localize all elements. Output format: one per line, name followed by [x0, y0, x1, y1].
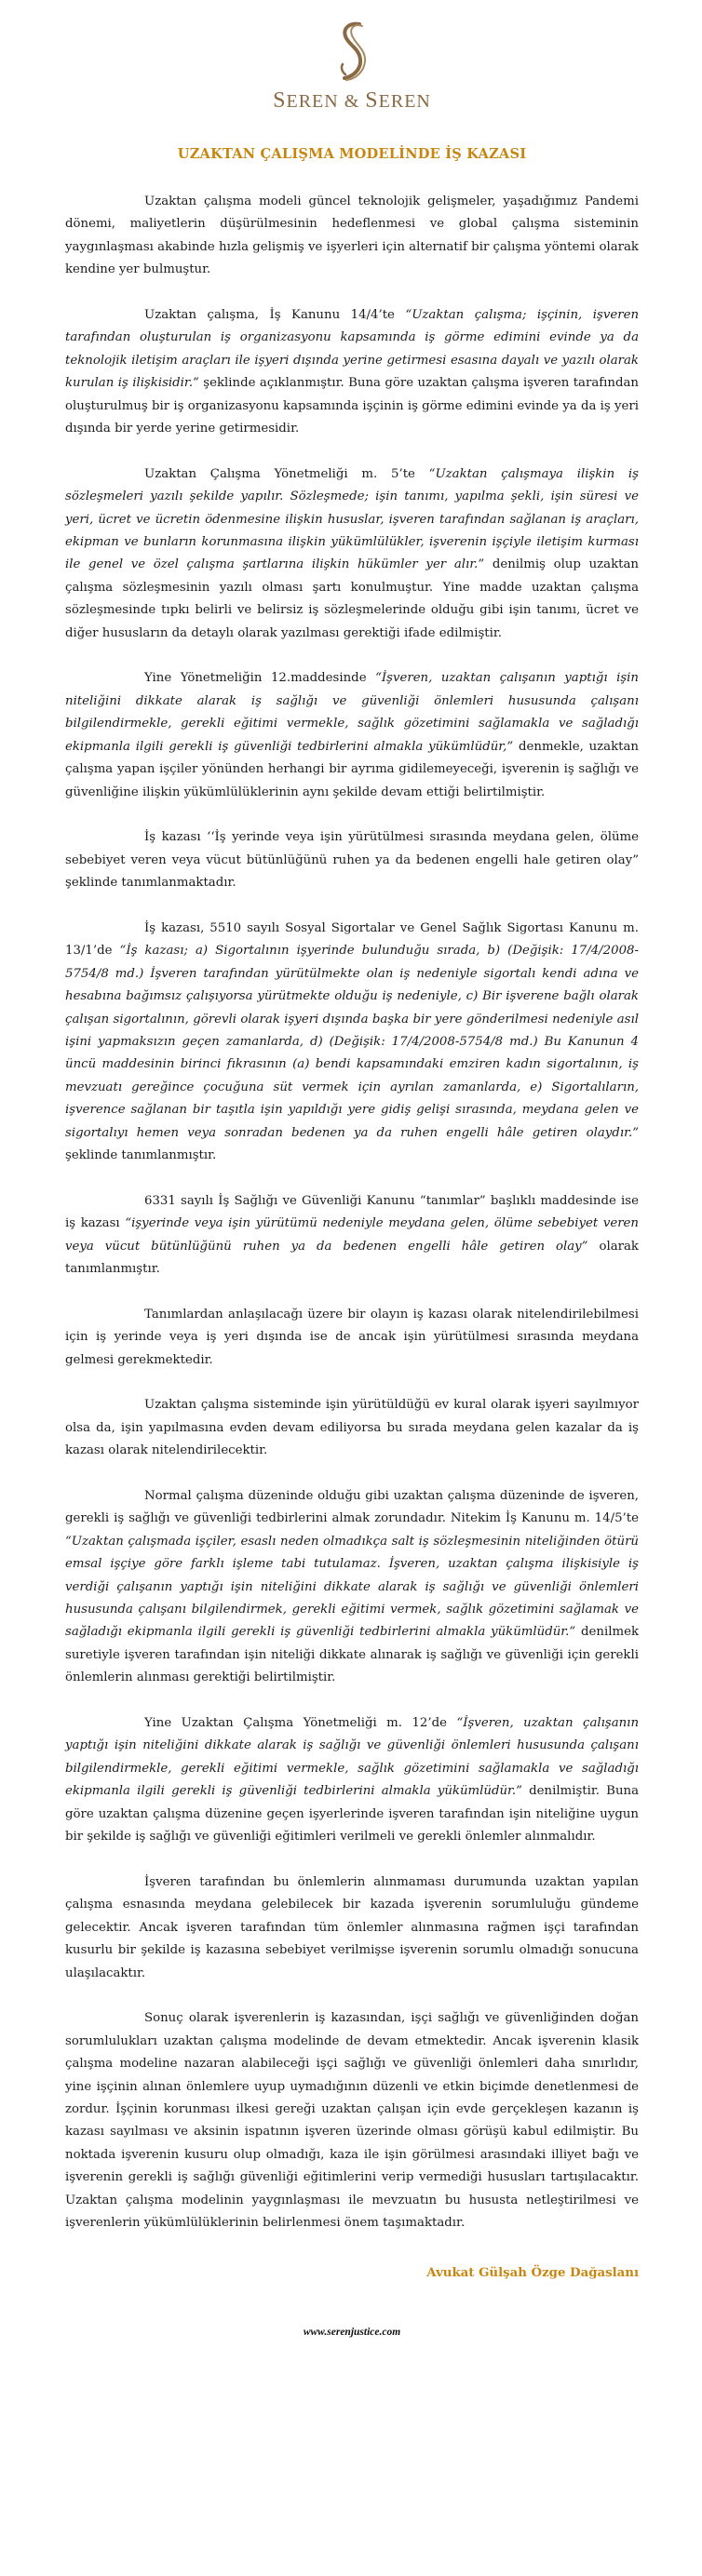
- website-link[interactable]: www.serenjustice.com: [303, 2327, 401, 2339]
- paragraph-text: Yine Yönetmeliğin 12.maddesinde: [144, 671, 376, 686]
- quoted-legal-text: “İş kazası; a) Sigortalının işyerinde bulunduğu sırada, b) (Değişik: 17/4/2008-5754/8 md.) İşveren tarafından yürütülmekte olan iş nedeniyle sigortalı kendi adına ve hesabına bağımsız çalışıyorsa yürütmekte olduğu iş nedeniyle, c) Bir işverene bağlı olarak çalışan sigortalının, görevli olarak işyeri dışında başka bir yere gönderilmesi nedeniyle asıl işini yapmaksızın geçen zamanlarda, d) (Değişik: 17/4/2008-5754/8 md.) Bu Kanunun 4 üncü maddesinin birinci fıkrasının (a) bendi kapsamındaki emziren kadın sigortalının, iş mevzuatı gereğince çocuğuna süt vermek için ayrılan zamanlarda, e) Sigortalıların, işverence sağlanan bir taşıtla işin yapıldığı yere gidiş gelişi sırasında, meydana gelen ve sigortalıyı hemen veya sonradan bedenen ya da ruhen engelli hâle getiren olaydır.”: [65, 944, 639, 1140]
- paragraph-text: Uzaktan çalışma, İş Kanunu 14/4’te: [144, 308, 406, 323]
- article-paragraph: [65, 191, 639, 282]
- article-paragraph: [65, 918, 639, 1167]
- quoted-legal-text: “Uzaktan çalışmada işçiler, esaslı neden olmadıkça salt iş sözleşmesinin niteliğinden ötürü emsal işçiye göre farklı işleme tabi tutulamaz. İşveren, uzaktan çalışma ilişkisiyle iş verdiği çalışanın yaptığı işin niteliğini dikkate alarak iş sağlığı ve güvenliği önlemleri hususunda çalışanı bilgilendirmek, gerekli eğitimi vermek, sağlık gözetimini sağlamak ve sağladığı ekipmanla ilgili gerekli iş güvenliği tedbirlerini almakla yükümlüdür.”: [65, 1534, 639, 1640]
- paragraph-text: İş kazası ‘‘İş yerinde veya işin yürütülmesi sırasında meydana gelen, ölüme sebebiyet veren veya vücut bütünlüğünü ruhen ya da bedenen engelli hale getiren olay” şeklinde tanımlanmaktadır.: [65, 830, 639, 891]
- paragraph-text: şeklinde açıklanmıştır. Buna göre uzaktan çalışma işveren tarafından oluşturulmuş bir iş organizasyonu kapsamında işçinin iş görme edimini evinde ya da iş yeri dışında bir yerde yerine getirmesidir.: [65, 376, 639, 436]
- firm-logo: [65, 0, 639, 118]
- paragraph-text: Uzaktan çalışma sisteminde işin yürütüldüğü ev kural olarak işyeri sayılmıyor olsa da, işin yapılmasına evden devam ediliyorsa bu sırada meydana gelen kazalar da iş kazası olarak nitelendirilecektir.: [65, 1398, 639, 1458]
- seren-monogram-icon: [333, 20, 371, 82]
- paragraph-text: İş kazası, 5510 sayılı Sosyal Sigortalar ve Genel Sağlık Sigortası Kanunu m. 13/1’de: [65, 920, 639, 959]
- paragraph-text: Uzaktan çalışma modeli güncel teknolojik gelişmeler, yaşadığımız Pandemi dönemi, maliyetlerin düşürülmesinin hedeflenmesi ve global çalışma sisteminin yaygınlaşması akabinde hızla gelişmiş ve işyerleri için alternatif bir çalışma yöntemi olarak kendine yer bulmuştur.: [65, 195, 639, 277]
- article-title: UZAKTAN ÇALIŞMA MODELİNDE İŞ KAZASI: [177, 146, 527, 162]
- firm-name: SEREN & SEREN: [273, 88, 431, 113]
- paragraph-text: İşveren tarafından bu önlemlerin alınmaması durumunda uzaktan yapılan çalışma esnasında meydana gelebilecek bir kazada işverenin sorumluluğu gündeme gelecektir. Ancak işveren tarafından tüm önlemler alınmasına rağmen işçi tarafından kusurlu bir şekilde iş kazasına sebebiyet verilmişse işverenin sorumlu olmadığı sonucuna ulaşılacaktır.: [65, 1874, 639, 1980]
- paragraph-text: denilmiştir. Buna göre uzaktan çalışma düzenine geçen işyerlerinde işveren tarafından işin niteliğine uygun bir şekilde iş sağlığı ve güvenliği eğitimleri verilmeli ve gerekli önlemler alınmalıdır.: [65, 1784, 639, 1845]
- author-signature: Avukat Gülşah Özge Dağaslanı: [426, 2266, 639, 2281]
- article-paragraph: [65, 667, 639, 803]
- paragraph-text: şeklinde tanımlanmıştır.: [65, 1147, 217, 1162]
- article-paragraph: [65, 1712, 639, 1848]
- paragraph-text: Tanımlardan anlaşılacağı üzere bir olayın iş kazası olarak nitelendirilebilmesi için iş yerinde veya iş yeri dışında ise de ancak işin yürütülmesi sırasında meydana gelmesi gerekmektedir.: [65, 1307, 639, 1367]
- article-paragraph: [65, 2007, 639, 2234]
- article-body: [65, 191, 639, 2234]
- article-paragraph: [65, 463, 639, 645]
- article-paragraph: [65, 304, 639, 440]
- paragraph-text: Normal çalışma düzeninde olduğu gibi uzaktan çalışma düzeninde de işveren, gerekli iş sağlığı ve güvenliği tedbirlerini almak zorundadır. Nitekim İş Kanunu m. 14/5’te: [65, 1489, 639, 1526]
- quoted-legal-text: “işyerinde veya işin yürütümü nedeniyle meydana gelen, ölüme sebebiyet veren veya vücut bütünlüğünü ruhen ya da bedenen engelli hâle getiren olay”: [65, 1216, 639, 1254]
- quoted-legal-text: “İşveren, uzaktan çalışanın yaptığı işin niteliğini dikkate alarak iş sağlığı ve güvenliği önlemleri hususunda çalışanı bilgilendirmekle, gerekli eğitimi vermekle, sağlık gözetimini sağlamakla ve sağladığı ekipmanla ilgili gerekli iş güvenliği tedbirlerini almakla yükümlüdür,”: [65, 671, 639, 754]
- paragraph-text: denilmiş olup uzaktan çalışma sözleşmesinin yazılı olması şartı konulmuştur. Yine madde uzaktan çalışma sözleşmesinde tıpkı belirli ve belirsiz iş sözleşmelerinde olduğu gibi işin tanımı, ücret ve diğer hususların da detaylı olarak yazılması gerektiği ifade edilmiştir.: [65, 557, 639, 640]
- quoted-legal-text: “Uzaktan çalışma; işçinin, işveren tarafından oluşturulan iş organizasyonu kapsamında iş görme edimini evinde ya da teknolojik iletişim araçları ile işyeri dışında yerine getirmesi esasına dayalı ve yazılı olarak kurulan iş ilişkisidir.”: [65, 308, 640, 391]
- paragraph-text: denilmek suretiyle işveren tarafından işin niteliği dikkate alınarak iş sağlığı ve güvenliği için gerekli önlemlerin alınması gerektiği belirtilmiştir.: [65, 1625, 639, 1685]
- paragraph-text: Uzaktan Çalışma Yönetmeliği m. 5’te: [144, 466, 429, 481]
- article-paragraph: [65, 1304, 639, 1372]
- paragraph-text: olarak tanımlanmıştır.: [65, 1239, 639, 1276]
- paragraph-text: Yine Uzaktan Çalışma Yönetmeliği m. 12’de: [144, 1716, 457, 1731]
- article-paragraph: [65, 1394, 639, 1462]
- paragraph-text: 6331 sayılı İş Sağlığı ve Güvenliği Kanunu “tanımlar” başlıklı maddesinde ise iş kazası: [65, 1193, 639, 1231]
- quoted-legal-text: “Uzaktan çalışmaya ilişkin iş sözleşmeleri yazılı şekilde yapılır. Sözleşmede; işin tanımı, yapılma şekli, işin süresi ve yeri, ücret ve ücretin ödenmesine ilişkin hususlar, işveren tarafından sağlanan iş araçları, ekipman ve bunların korunmasına ilişkin yükümlülükler, işverenin işçiyle iletişim kurması ile genel ve özel çalışma şartlarına ilişkin hükümler yer alır.”: [65, 466, 639, 572]
- paragraph-text: denmekle, uzaktan çalışma yapan işçiler yönünden herhangi bir ayrıma gidilemeyeceği, işverenin iş sağlığı ve güvenliğine ilişkin yükümlülüklerinin aynı şekilde devam ettiği belirtilmiştir.: [65, 739, 639, 799]
- quoted-legal-text: “İşveren, uzaktan çalışanın yaptığı işin niteliğini dikkate alarak iş sağlığı ve güvenliği önlemleri hususunda çalışanı bilgilendirmekle, gerekli eğitimi vermekle, sağlık gözetimini sağlamakla ve sağladığı ekipmanla ilgili gerekli iş güvenliği tedbirlerini almakla yükümlüdür.”: [65, 1716, 640, 1799]
- article-paragraph: [65, 1190, 639, 1281]
- article-paragraph: [65, 1485, 639, 1690]
- article-paragraph: [65, 1872, 639, 1985]
- paragraph-text: Sonuç olarak işverenlerin iş kazasından, işçi sağlığı ve güvenliğinden doğan sorumlulukları uzaktan çalışma modelinde de devam etmektedir. Ancak işverenin klasik çalışma modeline nazaran alabileceği işçi sağlığı ve güvenliği önlemleri daha sınırlıdır, yine işçinin alınan önlemlere uyup uymadığının düzenli ve etkin biçimde denetlenmesi de zordur. İşçinin korunması ilkesi gereği uzaktan çalışan için evde gerçekleşen kazanın iş kazası sayılması ve aksinin ispatının işveren üzerinde olması görüşü kabul edilmiştir. Bu noktada işverenin kusuru olup olmadığı, kaza ile işin görülmesi arasındaki illiyet bağı ve işverenin gerekli iş sağlığı güvenliği eğitimlerini verip vermediği hususları tartışılacaktır. Uzaktan çalışma modelinin yaygınlaşması ile mevzuatın bu hususta netleştirilmesi ve işverenlerin yükümlülüklerinin belirlenmesi önem taşımaktadır.: [65, 2011, 639, 2230]
- article-paragraph: [65, 826, 639, 894]
